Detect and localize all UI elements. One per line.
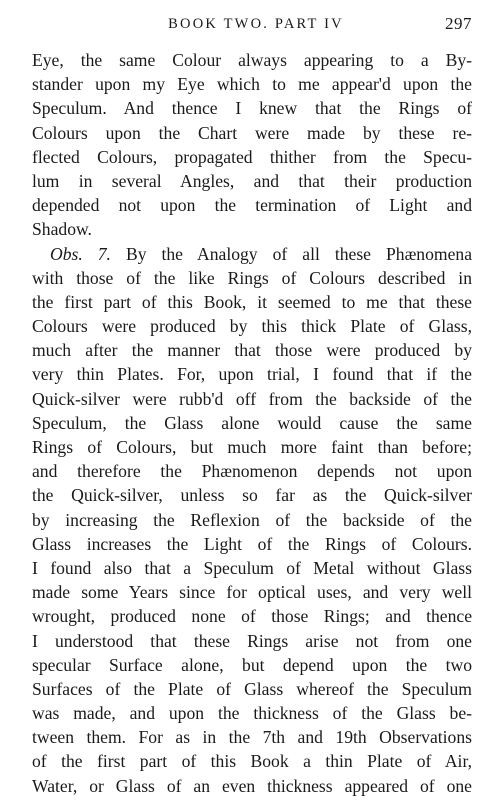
text-line: depended not upon the termination of Light and	[32, 195, 472, 216]
page-number: 297	[445, 14, 472, 33]
text-line: flected Colours, propagated thither from the Specu-	[32, 146, 472, 167]
text-line: the first part of this Book, it seemed to me that these	[32, 291, 472, 312]
text-line: made some Years since for optical uses, and very well	[32, 582, 472, 603]
text-line: with those of the like Rings of Colours described in	[32, 267, 472, 288]
text-line: Colours were produced by this thick Plate of Glass,	[32, 316, 472, 337]
body-text	[32, 48, 472, 798]
text-line: lum in several Angles, and that their production	[32, 170, 472, 191]
text-line: Glass increases the Light of the Rings of Colours.	[32, 533, 472, 554]
text-line: Colours upon the Chart were made by these re-	[32, 122, 472, 143]
page-header	[40, 14, 472, 36]
text-line: Surfaces of the Plate of Glass whereof the Speculum	[32, 678, 472, 699]
text-line: specular Surface alone, but depend upon the two	[32, 654, 472, 675]
observation-line	[32, 242, 472, 266]
observation-text: By the Analogy of all these Phænomena	[110, 243, 472, 264]
text-line: Shadow.	[32, 219, 92, 240]
text-line: Water, or Glass of an even thickness appeared of one	[32, 775, 472, 796]
text-line: tween them. For as in the 7th and 19th Observations	[32, 727, 472, 748]
text-line: was made, and upon the thickness of the Glass be-	[32, 703, 472, 724]
text-line: and therefore the Phænomenon depends not upon	[32, 461, 472, 482]
text-line: Speculum, the Glass alone would cause the same	[32, 412, 472, 433]
text-line: Quick-silver were rubb'd off from the backside of the	[32, 388, 472, 409]
running-head: BOOK TWO. PART IV	[168, 16, 344, 32]
text-line: the Quick-silver, unless so far as the Quick-silver	[32, 485, 472, 506]
text-line: I found also that a Speculum of Metal without Glass	[32, 557, 472, 578]
text-line: Rings of Colours, but much more faint than before;	[32, 437, 472, 457]
text-line: of the first part of this Book a thin Plate of Air,	[32, 751, 472, 772]
text-line: stander upon my Eye which to me appear'd upon the	[32, 74, 472, 95]
text-line: Eye, the same Colour always appearing to a By-	[32, 50, 472, 70]
text-line: wrought, produced none of those Rings; and thence	[32, 606, 472, 627]
observation-label: Obs. 7.	[50, 243, 111, 264]
text-line: I understood that these Rings arise not from one	[32, 630, 472, 651]
text-line: much after the manner that those were produced by	[32, 340, 472, 361]
text-line: Speculum. And thence I knew that the Rings of	[32, 98, 472, 119]
text-line: very thin Plates. For, upon trial, I found that if the	[32, 364, 472, 385]
text-line: by increasing the Reflexion of the backside of the	[32, 509, 472, 530]
